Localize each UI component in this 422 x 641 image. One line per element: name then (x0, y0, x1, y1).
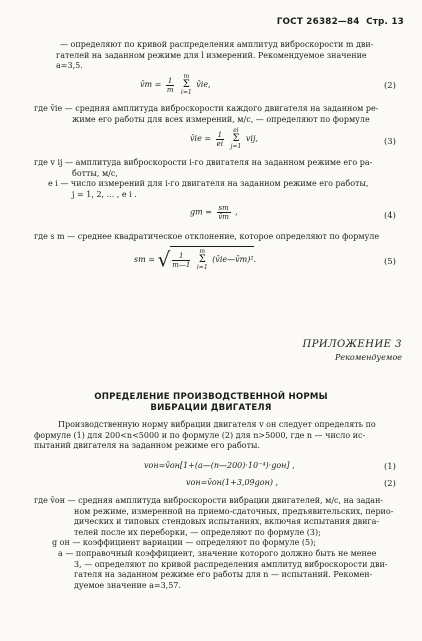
formula-3: v̄ie = $\frac{1}{ei}$ ei Σ j=1 vij, (190, 127, 258, 150)
formula-3-fraction: $\frac{1}{ei}$ (216, 130, 224, 148)
formula-1b: vон=v̄он[1+(a—(n—200)·10⁻⁴)·gон] , (144, 461, 295, 470)
formula-4: gm = $\frac{sm}{v̄m}$ , (190, 204, 238, 221)
formula-2-term: v̄ie (196, 80, 209, 89)
p6-line-4: телей после их переборки, — определяют по формуле (3); (74, 527, 321, 537)
formula-3-term: vij (245, 134, 256, 143)
paragraph-3 (34, 158, 406, 200)
p6-line-2: ном режиме, измеренной на приемо-сдаточных, предъявительских, перио- (74, 506, 394, 516)
section-title-line-1: ОПРЕДЕЛЕНИЕ ПРОИЗВОДСТВЕННОЙ НОРМЫ (94, 392, 328, 402)
appendix-heading (302, 340, 402, 363)
formula-5-number: (5) (384, 256, 396, 266)
formula-2b: vон=v̄он(1+3,09gон) , (186, 478, 279, 487)
p6-line-5: g он — коэффициент вариации — определяют по формуле (5); (52, 538, 316, 548)
p3-line-2: ботты, м/с, (72, 168, 118, 178)
formula-4-number: (4) (384, 210, 396, 220)
p5-line-2: формуле (1) для 200<n<5000 и по формуле (2) для n>5000, где n — число ис- (34, 430, 366, 440)
paragraph-2 (34, 104, 406, 125)
formula-2-lhs: v̄m = (140, 80, 162, 89)
p2-line-1: где v̄ie — средняя амплитуда виброскорости каждого двигателя на заданном ре- (34, 104, 379, 113)
formula-4-lhs: gm = (190, 207, 212, 217)
p6-line-3: дических и типовых стендовых испытаниях, включая испытания двига- (74, 517, 380, 527)
section-title-line-2: ВИБРАЦИИ ДВИГАТЕЛЯ (150, 403, 272, 413)
p6-line-1: где v̄он — средняя амплитуда виброскорости вибрации двигателей, м/с, на задан- (34, 496, 384, 505)
p2-line-2: жиме его работы для всех измерений, м/с, — определяют по формуле (72, 114, 370, 124)
formula-3-sum: ei Σ j=1 (230, 127, 242, 150)
p1-line-1: — определяют по кривой распределения амплитуд виброскорости m дви- (60, 40, 374, 49)
p1-line-3: a=3,5. (56, 61, 83, 71)
page-header (277, 17, 404, 28)
p3-line-1: где v ij — амплитуда виброскорости i-го двигателя на заданном режиме его ра- (34, 158, 373, 167)
formula-5-lhs: sm = (134, 255, 155, 264)
formula-2: v̄m = $\frac{1}{m}$ m Σ i=1 v̄ie, (140, 73, 211, 96)
paragraph-4: где s m — среднее квадратическое отклонение, которое определяют по формуле (34, 232, 380, 241)
standard-number: ГОСТ 26382—84 (276, 17, 360, 27)
formula-5-term: (v̄ie—v̄m)² (212, 255, 254, 264)
formula-2-number: (2) (384, 80, 396, 90)
p1-line-2: гателей на заданном режиме для l измерений. Рекомендуемое значение (56, 50, 367, 60)
formula-2-fraction: $\frac{1}{m}$ (166, 76, 174, 94)
p3-line-3: e i — число измерений для i-го двигателя на заданном режиме его работы, (48, 179, 369, 189)
formula-5-radicand: $\frac{1}{m—1}$ m Σ i=1 (v̄ie—v̄m)² (172, 248, 254, 271)
appendix-subtitle: Рекомендуемое (335, 352, 402, 362)
formula-1b-number: (1) (384, 461, 396, 471)
p6-line-9: дуемое значение a=3,57. (74, 580, 181, 590)
p6-line-6: a — поправочный коэффициент, значение которого должно быть не менее (58, 548, 377, 558)
formula-4-fraction: $\frac{sm}{v̄m}$ (218, 204, 229, 221)
paragraph-1 (56, 40, 406, 72)
appendix-title: ПРИЛОЖЕНИЕ 3 (302, 339, 402, 350)
section-title (0, 392, 422, 414)
formula-3-lhs: v̄ie = (190, 134, 212, 143)
p5-line-1: Производственную норму вибрации двигателя v он следует определять по (58, 420, 376, 429)
p3-line-4: j = 1, 2, ... , e i . (72, 189, 137, 199)
paragraph-6 (34, 496, 406, 591)
p6-line-7: 3, — определяют по кривой распределения амплитуд виброскорости дви- (74, 559, 388, 569)
sqrt-icon: √ (157, 247, 171, 272)
p6-line-8: гателя на заданном режиме его работы для n — испытаний. Рекомен- (74, 570, 373, 580)
formula-2-sum: m Σ i=1 (180, 73, 192, 96)
formula-5: sm = √ $\frac{1}{m—1}$ m Σ i=1 (v̄ie—v̄m)². (134, 247, 257, 272)
paragraph-5 (34, 420, 406, 452)
page-number: Стр. 13 (366, 17, 404, 27)
formula-3-number: (3) (384, 136, 396, 146)
p5-line-3: пытаний двигателя на заданном режиме его работы. (34, 441, 260, 451)
formula-2b-number: (2) (384, 478, 396, 488)
